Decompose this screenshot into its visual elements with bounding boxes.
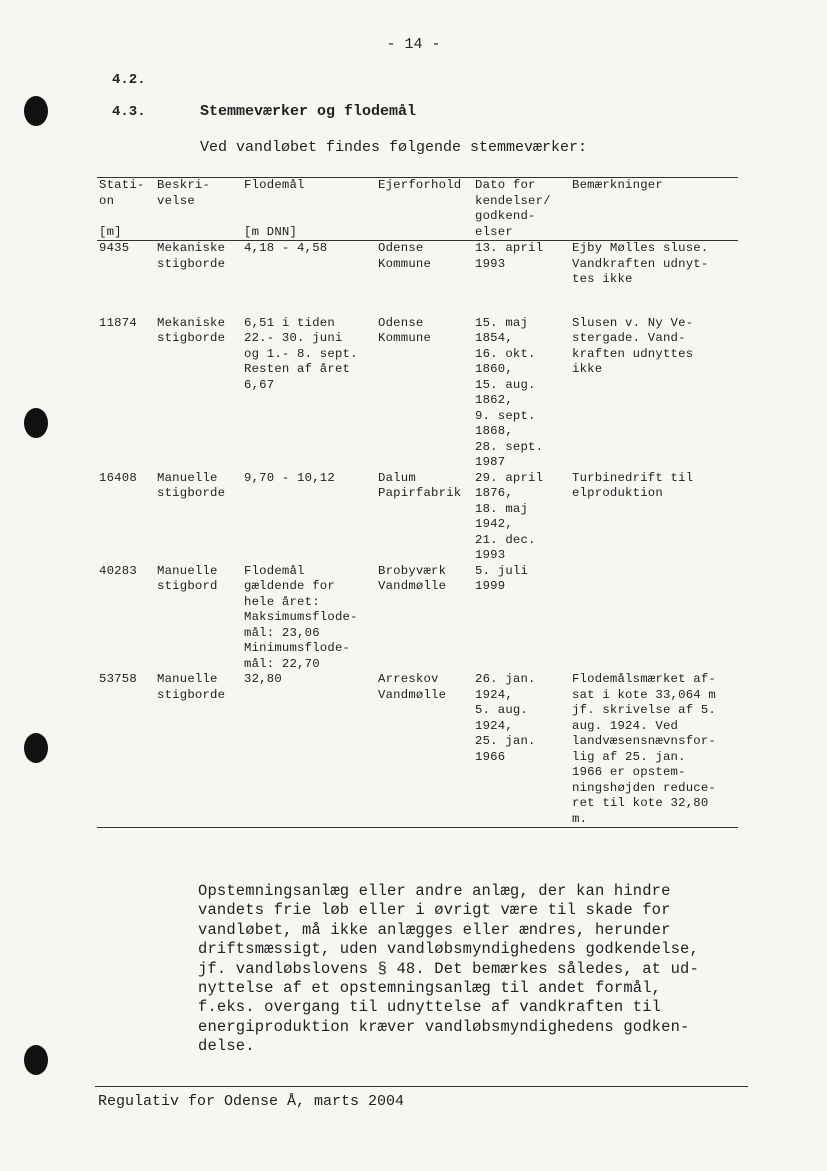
text-line: stigborde: [157, 687, 226, 702]
binder-hole: [24, 1045, 48, 1075]
cell-description: [155, 672, 242, 828]
text-line: 5. juli: [475, 563, 529, 578]
text-line: 1854,: [475, 331, 513, 345]
footer-divider: [95, 1086, 748, 1087]
text-line: aug. 1924. Ved: [572, 718, 679, 733]
text-line: Ejerforhold: [378, 178, 462, 192]
cell-flood-level: [242, 316, 376, 471]
text-line: sat i kote 33,064 m: [572, 687, 717, 702]
text-line: 6,51 i tiden: [244, 315, 335, 330]
text-line: 28. sept.: [475, 439, 544, 454]
body-paragraph: [198, 882, 738, 1057]
text-line: elser: [475, 224, 513, 239]
text-line: Odense: [378, 241, 424, 255]
cell-remarks: [570, 241, 738, 316]
text-line: 6,67: [244, 377, 275, 392]
text-line: vandets frie løb eller i øvrigt være til skade for: [198, 901, 671, 920]
text-line: stergade. Vand-: [572, 331, 686, 345]
cell-remarks: [570, 316, 738, 471]
cell-station: [97, 241, 155, 316]
cell-flood-level: [242, 564, 376, 673]
text-line: Flodemålsmærket af-: [572, 672, 717, 686]
cell-flood-level: [242, 241, 376, 316]
text-line: mål: 22,70: [244, 656, 320, 671]
text-line: Manuelle: [157, 470, 218, 485]
text-line: Vandkraften udnyt-: [572, 256, 709, 271]
cell-ownership: [376, 316, 473, 471]
text-line: kraften udnyttes: [572, 346, 694, 361]
cell-decision-date: [473, 471, 570, 564]
header-flood-level: [242, 178, 376, 241]
text-line: 1993: [475, 548, 506, 562]
header-ownership: [376, 178, 473, 241]
text-line: 5. aug.: [475, 703, 529, 717]
cell-flood-level: [242, 471, 376, 564]
text-line: 26. jan.: [475, 672, 536, 686]
text-line: Opstemningsanlæg eller andre anlæg, der kan hindre: [198, 882, 671, 900]
text-line: ningshøjden reduce-: [572, 780, 717, 795]
text-line: 1862,: [475, 393, 513, 407]
text-line: 53758: [99, 672, 137, 686]
text-line: f.eks. overgang til udnyttelse af vandkraften til: [198, 998, 662, 1017]
text-line: kendelser/: [475, 193, 551, 208]
text-line: 1942,: [475, 517, 513, 531]
cell-description: [155, 564, 242, 673]
binder-hole: [24, 408, 48, 438]
cell-description: [155, 241, 242, 316]
text-line: ret til kote 32,80: [572, 796, 709, 810]
text-line: velse: [157, 193, 195, 208]
cell-flood-level: [242, 672, 376, 828]
text-line: 16. okt.: [475, 346, 536, 361]
text-line: Vandmølle: [378, 687, 447, 702]
text-line: Mekaniske: [157, 315, 226, 330]
text-line: 16408: [99, 470, 137, 485]
binder-hole: [24, 96, 48, 126]
text-line: Arreskov: [378, 672, 439, 686]
text-line: Flodemål: [244, 563, 305, 578]
text-line: 13. april: [475, 241, 544, 255]
text-line: Flodemål: [244, 178, 305, 192]
text-line: Manuelle: [157, 672, 218, 686]
text-line: Kommune: [378, 331, 432, 345]
cell-remarks: [570, 471, 738, 564]
text-line: jf. vandløbslovens § 48. Det bemærkes således, at ud-: [198, 959, 699, 978]
cell-station: [97, 564, 155, 673]
text-line: 29. april: [475, 470, 544, 485]
header-decision-date: [473, 178, 570, 241]
header-station: [97, 178, 155, 241]
table-row: [97, 471, 738, 564]
text-line: 40283: [99, 563, 137, 578]
text-line: Resten af året: [244, 362, 351, 376]
header-remarks: [570, 178, 738, 241]
cell-decision-date: [473, 241, 570, 316]
text-line: [99, 209, 153, 225]
text-line: Beskri-: [157, 178, 211, 192]
text-line: Kommune: [378, 256, 432, 271]
text-line: Ejby Mølles sluse.: [572, 241, 709, 255]
text-line: Slusen v. Ny Ve-: [572, 315, 694, 330]
section-4-3-number: 4.3.: [112, 104, 146, 120]
section-4-3-title: Stemmeværker og flodemål: [200, 103, 417, 120]
table-row: [97, 564, 738, 673]
text-line: 15. aug.: [475, 377, 536, 392]
text-line: Dato for: [475, 178, 536, 192]
table-row: [97, 241, 738, 316]
cell-remarks: [570, 564, 738, 673]
text-line: hele året:: [244, 594, 320, 609]
table-row: [97, 316, 738, 471]
text-line: 22.- 30. juni: [244, 331, 343, 345]
text-line: Papirfabrik: [378, 486, 462, 500]
text-line: ikke: [572, 362, 603, 376]
text-line: Maksimumsflode-: [244, 610, 358, 624]
text-line: jf. skrivelse af 5.: [572, 703, 717, 717]
cell-description: [155, 316, 242, 471]
intro-text: Ved vandløbet findes følgende stemmeværker:: [200, 139, 588, 156]
text-line: Odense: [378, 315, 424, 330]
cell-description: [155, 471, 242, 564]
text-line: 9. sept.: [475, 408, 536, 423]
text-line: stigborde: [157, 486, 226, 500]
weirs-table: [97, 177, 738, 828]
text-line: 1924,: [475, 718, 513, 733]
header-description: [155, 178, 242, 241]
text-line: 1924,: [475, 687, 513, 702]
text-line: vandløbet, må ikke anlægges eller ændres, herunder: [198, 920, 671, 939]
cell-station: [97, 316, 155, 471]
text-line: [244, 194, 374, 210]
text-line: Manuelle: [157, 563, 218, 578]
text-line: 1966 er opstem-: [572, 765, 686, 779]
table-row: [97, 672, 738, 828]
text-line: stigborde: [157, 256, 226, 271]
text-line: stigbord: [157, 579, 218, 593]
text-line: Bemærkninger: [572, 178, 663, 192]
text-line: 21. dec.: [475, 532, 536, 547]
text-line: 15. maj: [475, 315, 529, 330]
text-line: Mekaniske: [157, 241, 226, 255]
text-line: 1876,: [475, 486, 513, 500]
text-line: Brobyværk: [378, 563, 447, 578]
text-line: [244, 209, 374, 225]
text-line: on: [99, 193, 115, 208]
cell-ownership: [376, 241, 473, 316]
cell-station: [97, 471, 155, 564]
text-line: 1999: [475, 579, 506, 593]
binder-hole: [24, 733, 48, 763]
text-line: tes ikke: [572, 272, 633, 286]
cell-decision-date: [473, 564, 570, 673]
text-line: 1868,: [475, 424, 513, 438]
text-line: 11874: [99, 315, 137, 330]
cell-decision-date: [473, 672, 570, 828]
text-line: stigborde: [157, 331, 226, 345]
text-line: [m]: [99, 224, 122, 239]
text-line: 32,80: [244, 672, 282, 686]
text-line: lig af 25. jan.: [572, 749, 686, 764]
text-line: 1966: [475, 749, 506, 764]
text-line: m.: [572, 811, 588, 826]
text-line: Stati-: [99, 178, 145, 192]
text-line: 1993: [475, 256, 506, 271]
text-line: energiproduktion kræver vandløbsmyndighedens godken-: [198, 1017, 690, 1036]
cell-decision-date: [473, 316, 570, 471]
text-line: mål: 23,06: [244, 625, 320, 640]
text-line: og 1.- 8. sept.: [244, 346, 358, 361]
cell-remarks: [570, 672, 738, 828]
text-line: nyttelse af et opstemningsanlæg til andet formål,: [198, 979, 662, 998]
footer-text: Regulativ for Odense Å, marts 2004: [98, 1093, 405, 1110]
text-line: 4,18 - 4,58: [244, 241, 328, 255]
text-line: gældende for: [244, 579, 335, 593]
text-line: Turbinedrift til: [572, 470, 694, 485]
text-line: landvæsensnævnsfor-: [572, 734, 717, 748]
page-number: - 14 -: [386, 36, 441, 53]
text-line: 9,70 - 10,12: [244, 470, 335, 485]
text-line: Vandmølle: [378, 579, 447, 593]
text-line: Dalum: [378, 470, 416, 485]
text-line: Minimumsflode-: [244, 641, 351, 655]
text-line: [m DNN]: [244, 224, 298, 239]
text-line: 25. jan.: [475, 734, 536, 748]
cell-ownership: [376, 672, 473, 828]
text-line: 1860,: [475, 362, 513, 376]
text-line: 9435: [99, 241, 130, 255]
cell-ownership: [376, 564, 473, 673]
cell-ownership: [376, 471, 473, 564]
text-line: godkend-: [475, 209, 536, 223]
text-line: 1987: [475, 455, 506, 469]
text-line: elproduktion: [572, 486, 663, 500]
text-line: 18. maj: [475, 501, 529, 516]
table-header-row: [97, 178, 738, 241]
cell-station: [97, 672, 155, 828]
text-line: delse.: [198, 1037, 255, 1056]
section-4-2-number: 4.2.: [112, 72, 146, 88]
text-line: driftsmæssigt, uden vandløbsmyndighedens godkendelse,: [198, 940, 699, 959]
